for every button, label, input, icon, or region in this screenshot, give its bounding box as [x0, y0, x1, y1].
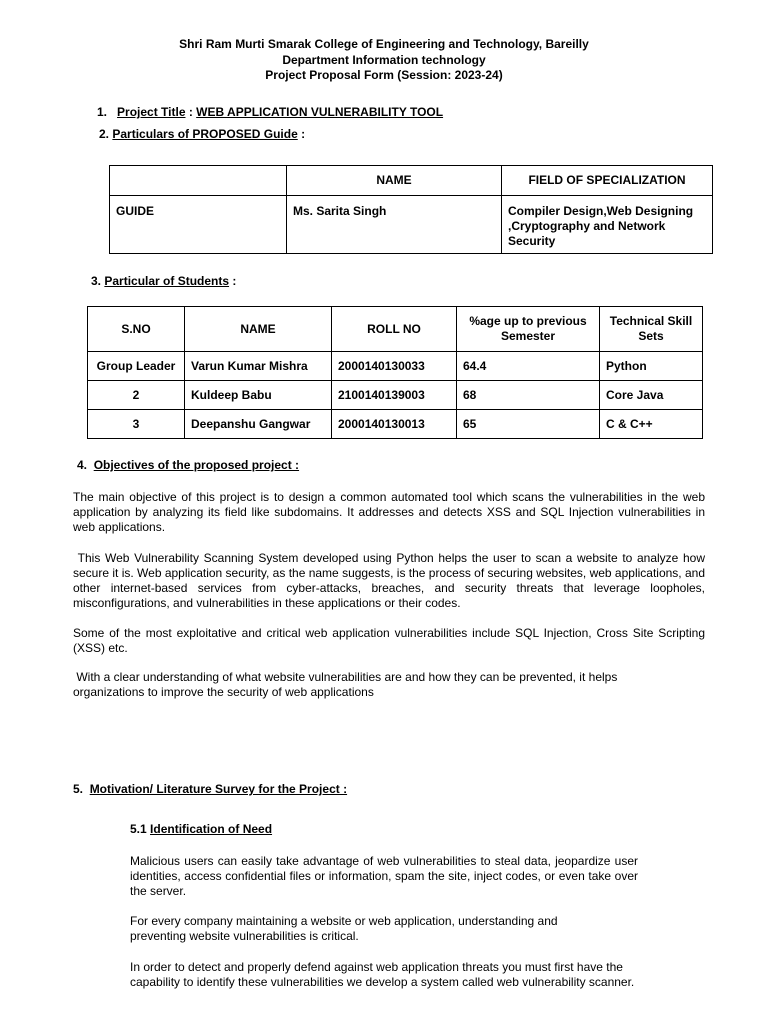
form-title: Project Proposal Form (Session: 2023-24) — [265, 68, 503, 82]
document-header — [0, 37, 768, 84]
table-header-cell: %age up to previous Semester — [457, 307, 600, 352]
table-cell: 2000140130033 — [332, 352, 457, 381]
table-header-cell: Technical Skill Sets — [600, 307, 703, 352]
table-row — [110, 196, 713, 254]
table-header-cell: ROLL NO — [332, 307, 457, 352]
motivation-label: Motivation/ Literature Survey for the Project : — [89, 782, 348, 796]
table-header-row — [88, 307, 703, 352]
need-paragraph: For every company maintaining a website or web application, understanding and preventing website vulnerabilities is critical. — [130, 914, 558, 943]
table-cell: Deepanshu Gangwar — [185, 410, 332, 439]
project-title-value: WEB APPLICATION VULNERABILITY TOOL — [196, 105, 444, 119]
table-cell: Varun Kumar Mishra — [185, 352, 332, 381]
objectives-paragraph: Some of the most exploitative and critical web application vulnerabilities include SQL Injection, Cross Site Scripting (XSS) etc. — [73, 626, 705, 655]
table-cell: 65 — [457, 410, 600, 439]
separator: : — [229, 274, 237, 288]
table-cell: Python — [600, 352, 703, 381]
guide-name-cell: Ms. Sarita Singh — [287, 196, 502, 254]
table-cell: 64.4 — [457, 352, 600, 381]
table-row — [88, 410, 703, 439]
identification-heading — [130, 822, 272, 837]
guide-specialization-cell: Compiler Design,Web Designing ,Cryptography and Network Security — [502, 196, 713, 254]
table-header-cell: NAME — [287, 166, 502, 196]
college-name: Shri Ram Murti Smarak College of Engineering and Technology, Bareilly — [179, 37, 589, 51]
subsection-number: 5.1 — [130, 822, 147, 836]
section-number: 1. — [97, 105, 108, 119]
table-cell: 2100140139003 — [332, 381, 457, 410]
guide-section-heading — [99, 127, 305, 142]
table-cell: Core Java — [600, 381, 703, 410]
section-number: 4. — [77, 458, 88, 472]
table-cell: 68 — [457, 381, 600, 410]
section-number: 2. — [99, 127, 110, 141]
separator: : — [185, 105, 197, 119]
section-number: 3. — [91, 274, 102, 288]
students-section-label: Particular of Students — [104, 274, 230, 288]
guide-role-cell: GUIDE — [110, 196, 287, 254]
table-cell: 3 — [88, 410, 185, 439]
guide-section-label: Particulars of PROPOSED Guide — [112, 127, 298, 141]
table-header-cell — [110, 166, 287, 196]
table-cell: 2 — [88, 381, 185, 410]
table-cell: Group Leader — [88, 352, 185, 381]
project-title-line — [97, 105, 443, 120]
section-number: 5. — [73, 782, 84, 796]
table-header-cell: S.NO — [88, 307, 185, 352]
table-header-cell: NAME — [185, 307, 332, 352]
students-table — [87, 306, 703, 439]
students-section-heading — [91, 274, 236, 289]
need-paragraph: Malicious users can easily take advantage of web vulnerabilities to steal data, jeopardize user identities, access confidential files or information, spam the site, inject codes, or even take over the server. — [130, 854, 638, 898]
table-cell: C & C++ — [600, 410, 703, 439]
motivation-heading — [73, 782, 347, 797]
identification-label: Identification of Need — [150, 822, 273, 836]
project-title-label: Project Title — [117, 105, 186, 119]
objectives-paragraph: With a clear understanding of what website vulnerabilities are and how they can be prevented, it helps organizations to improve the security of web applications — [73, 670, 621, 699]
department-name: Department Information technology — [282, 52, 486, 67]
table-header-cell: FIELD OF SPECIALIZATION — [502, 166, 713, 196]
objectives-paragraph: This Web Vulnerability Scanning System developed using Python helps the user to scan a website to analyze how secure it is. Web application security, as the name suggests, is the process of securing websites, web applications, and other internet-based services from cyber-attacks, breaches, and security threats that leverage loopholes, misconfigurations, and vulnerabilities in these applications or their codes. — [73, 551, 709, 610]
guide-table — [109, 165, 713, 254]
objectives-heading — [77, 458, 299, 473]
need-paragraph: In order to detect and properly defend against web application threats you must first have the capability to identify these vulnerabilities we develop a system called web vulnerability scanner. — [130, 960, 635, 989]
separator: : — [297, 127, 306, 141]
objectives-paragraph: The main objective of this project is to design a common automated tool which scans the vulnerabilities in the web application by analyzing its field like subdomains. It addresses and detects XSS and SQL Injection vulnerabilities in web applications. — [73, 490, 705, 534]
table-cell: 2000140130013 — [332, 410, 457, 439]
table-row — [88, 381, 703, 410]
objectives-label: Objectives of the proposed project : — [93, 458, 300, 472]
table-header-row — [110, 166, 713, 196]
table-row — [88, 352, 703, 381]
table-cell: Kuldeep Babu — [185, 381, 332, 410]
